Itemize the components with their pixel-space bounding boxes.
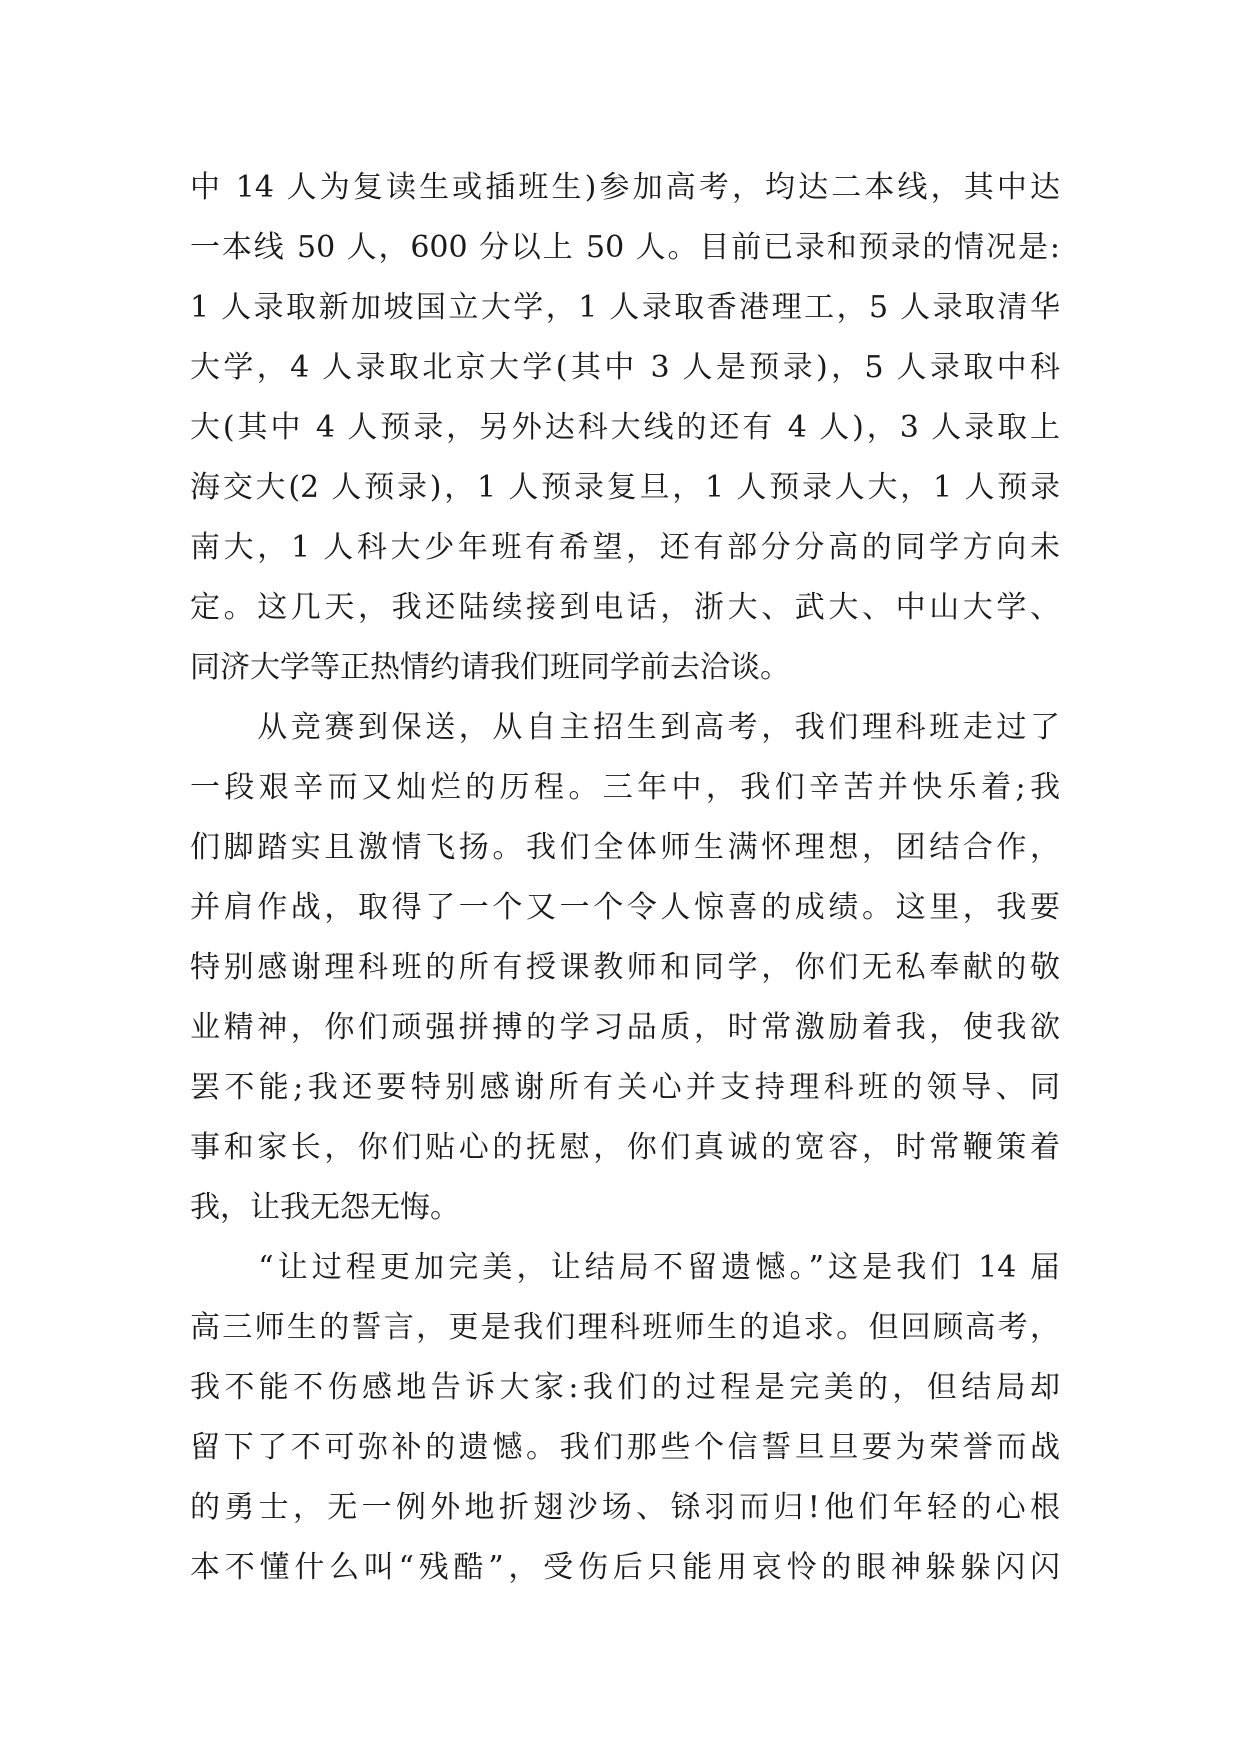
text-line: 本不懂什么叫“残酷”，受伤后只能用哀怜的眼神躲躲闪闪: [190, 1550, 1060, 1585]
text-line: 我不能不伤感地告诉大家:我们的过程是完美的，但结局却: [190, 1370, 1060, 1405]
text-line: 业精神，你们顽强拼搏的学习品质，时常激励着我，使我欲: [190, 1010, 1060, 1045]
text-line: 定。这几天，我还陆续接到电话，浙大、武大、中山大学、: [190, 590, 1060, 625]
text-line: 中 14 人为复读生或插班生)参加高考，均达二本线，其中达: [190, 170, 1060, 205]
text-line: 事和家长，你们贴心的抚慰，你们真诚的宽容，时常鞭策着: [190, 1130, 1060, 1165]
text-line: 南大，1 人科大少年班有希望，还有部分分高的同学方向未: [190, 530, 1060, 565]
text-line: 并肩作战，取得了一个又一个令人惊喜的成绩。这里，我要: [190, 890, 1060, 925]
text-line: 同济大学等正热情约请我们班同学前去洽谈。: [190, 650, 790, 685]
text-line: 罢不能;我还要特别感谢所有关心并支持理科班的领导、同: [190, 1070, 1060, 1105]
text-line: “让过程更加完美，让结局不留遗憾。”这是我们 14 届: [190, 1250, 1060, 1285]
text-line: 的勇士，无一例外地折翅沙场、铩羽而归!他们年轻的心根: [190, 1490, 1060, 1525]
text-line: 特别感谢理科班的所有授课教师和同学，你们无私奉献的敬: [190, 950, 1060, 985]
paragraph-2: [190, 698, 1060, 1238]
text-line: 们脚踏实且激情飞扬。我们全体师生满怀理想，团结合作，: [190, 830, 1060, 865]
text-line: 从竞赛到保送，从自主招生到高考，我们理科班走过了: [190, 710, 1060, 745]
text-line: 1 人录取新加坡国立大学，1 人录取香港理工，5 人录取清华: [190, 290, 1060, 325]
document-body: [190, 158, 1060, 1598]
paragraph-1: [190, 158, 1060, 698]
text-line: 大学，4 人录取北京大学(其中 3 人是预录)，5 人录取中科: [190, 350, 1060, 385]
text-line: 一本线 50 人，600 分以上 50 人。目前已录和预录的情况是:: [190, 230, 1060, 265]
text-line: 大(其中 4 人预录，另外达科大线的还有 4 人)，3 人录取上: [190, 410, 1060, 445]
text-line: 留下了不可弥补的遗憾。我们那些个信誓旦旦要为荣誉而战: [190, 1430, 1060, 1465]
text-line: 高三师生的誓言，更是我们理科班师生的追求。但回顾高考，: [190, 1310, 1060, 1345]
paragraph-3: [190, 1238, 1060, 1598]
text-line: 一段艰辛而又灿烂的历程。三年中，我们辛苦并快乐着;我: [190, 770, 1060, 805]
text-line: 我，让我无怨无悔。: [190, 1190, 460, 1225]
text-line: 海交大(2 人预录)，1 人预录复旦，1 人预录人大，1 人预录: [190, 470, 1060, 505]
